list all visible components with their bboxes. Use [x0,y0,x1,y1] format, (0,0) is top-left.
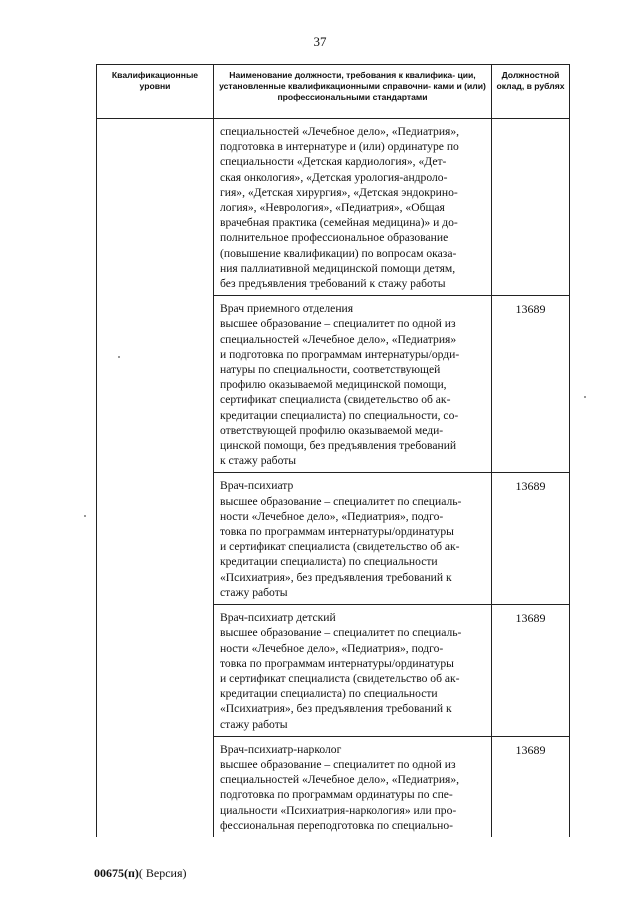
requirement-text-line: «Психиатрия», без предъявления требований к [220,702,452,716]
requirement-text-line: полнительное профессиональное образование [220,231,449,245]
position-title: Врач-психиатр [220,479,294,493]
requirement-text-line: высшее образование – специалитет по специаль- [220,626,462,640]
requirement-text-line: ния паллиативной медицинской помощи детям, [220,261,456,275]
salary-cell: 13689 [492,296,570,473]
requirement-text-line: кредитации специалиста) по специальности [220,555,438,569]
requirement-text-line: фессиональная переподготовка по специально- [220,818,453,832]
header-salary: Должностной оклад, в рублях [492,65,570,119]
position-title: Врач приемного отделения [220,302,354,316]
table-header-row [97,65,570,119]
description-cell [214,736,492,837]
requirement-text-line: натуры по специальности, соответствующей [220,363,441,377]
requirement-text-line: товка по программам интернатуры/ординатуры [220,525,454,539]
page-number: 37 [313,34,327,49]
requirement-text-line: и сертификат специалиста (свидетельство об ак- [220,540,460,554]
document-version-label: ( Версия) [138,866,187,880]
header-description: Наименование должности, требования к квалифика- ции, установленные квалификационными справочни- ками и (или) профессиональными стандартами [214,65,492,119]
document-code-number: 00675(п) [94,866,139,880]
requirement-text-line: специальности «Детская кардиология», «Дет- [220,155,447,169]
requirement-text-line: специальностей «Лечебное дело», «Педиатрия», [220,773,460,787]
scan-speck [84,515,86,517]
requirement-text-line: логия», «Неврология», «Педиатрия», «Общая [220,201,445,215]
scan-speck [584,396,586,398]
description-cell [214,119,492,296]
requirement-text-line: подготовка в интернатуре и (или) ординатуре по [220,140,459,154]
table-row [97,119,570,296]
requirement-text-line: кредитации специалиста) по специальности [220,687,438,701]
requirement-text-line: высшее образование – специалитет по специаль- [220,494,462,508]
requirement-text-line: и сертификат специалиста (свидетельство об ак- [220,671,460,685]
requirement-text-line: и подготовка по программам интернатуры/орди- [220,347,460,361]
position-title: Врач-психиатр-нарколог [220,742,342,756]
requirement-text-line: без предъявления требований к стажу работы [220,277,446,291]
description-cell [214,296,492,473]
position-title: Врач-психиатр детский [220,611,336,625]
requirement-text-line: врачебная практика (семейная медицина)» и до- [220,216,458,230]
qualification-level-cell [97,119,214,837]
requirement-text-line: стажу работы [220,585,288,599]
requirement-text-line: специальностей «Лечебное дело», «Педиатрия» [220,332,457,346]
requirement-text-line: «Психиатрия», без предъявления требований к [220,570,452,584]
requirement-text-line: высшее образование – специалитет по одной из [220,757,456,771]
requirement-text-line: сертификат специалиста (свидетельство об ак- [220,393,451,407]
salary-cell: 13689 [492,605,570,737]
header-level: Квалификационные уровни [97,65,214,119]
requirement-text-line: высшее образование – специалитет по одной из [220,317,456,331]
requirement-text-line: циальности «Психиатрия-наркология» или про- [220,803,457,817]
description-cell [214,473,492,605]
document-code [94,866,187,881]
requirement-text-line: ская онкология», «Детская урология-андроло- [220,170,448,184]
requirement-text-line: кредитации специалиста) по специальности, со- [220,408,459,422]
requirement-text-line: подготовка по программам ординатуры по спе- [220,788,453,802]
description-cell [214,605,492,737]
requirement-text-line: к стажу работы [220,454,297,468]
salary-cell: 13689 [492,473,570,605]
scan-speck [118,356,120,358]
requirement-text-line: стажу работы [220,717,288,731]
qualification-table [96,64,570,837]
requirement-text-line: ности «Лечебное дело», «Педиатрия», подго- [220,641,444,655]
requirement-text-line: ности «Лечебное дело», «Педиатрия», подго- [220,509,444,523]
requirement-text-line: гия», «Детская хирургия», «Детская эндокрино- [220,185,458,199]
salary-cell: 13689 [492,736,570,837]
requirement-text-line: цинской помощи, без предъявления требований [220,439,457,453]
requirement-text-line: товка по программам интернатуры/ординатуры [220,656,454,670]
salary-cell [492,119,570,296]
requirement-text-line: ответствующей профилю оказываемой меди- [220,423,444,437]
requirement-text-line: профилю оказываемой медицинской помощи, [220,378,447,392]
requirement-text-line: специальностей «Лечебное дело», «Педиатрия», [220,125,460,138]
requirement-text-line: (повышение квалификации) по вопросам оказа- [220,246,457,260]
